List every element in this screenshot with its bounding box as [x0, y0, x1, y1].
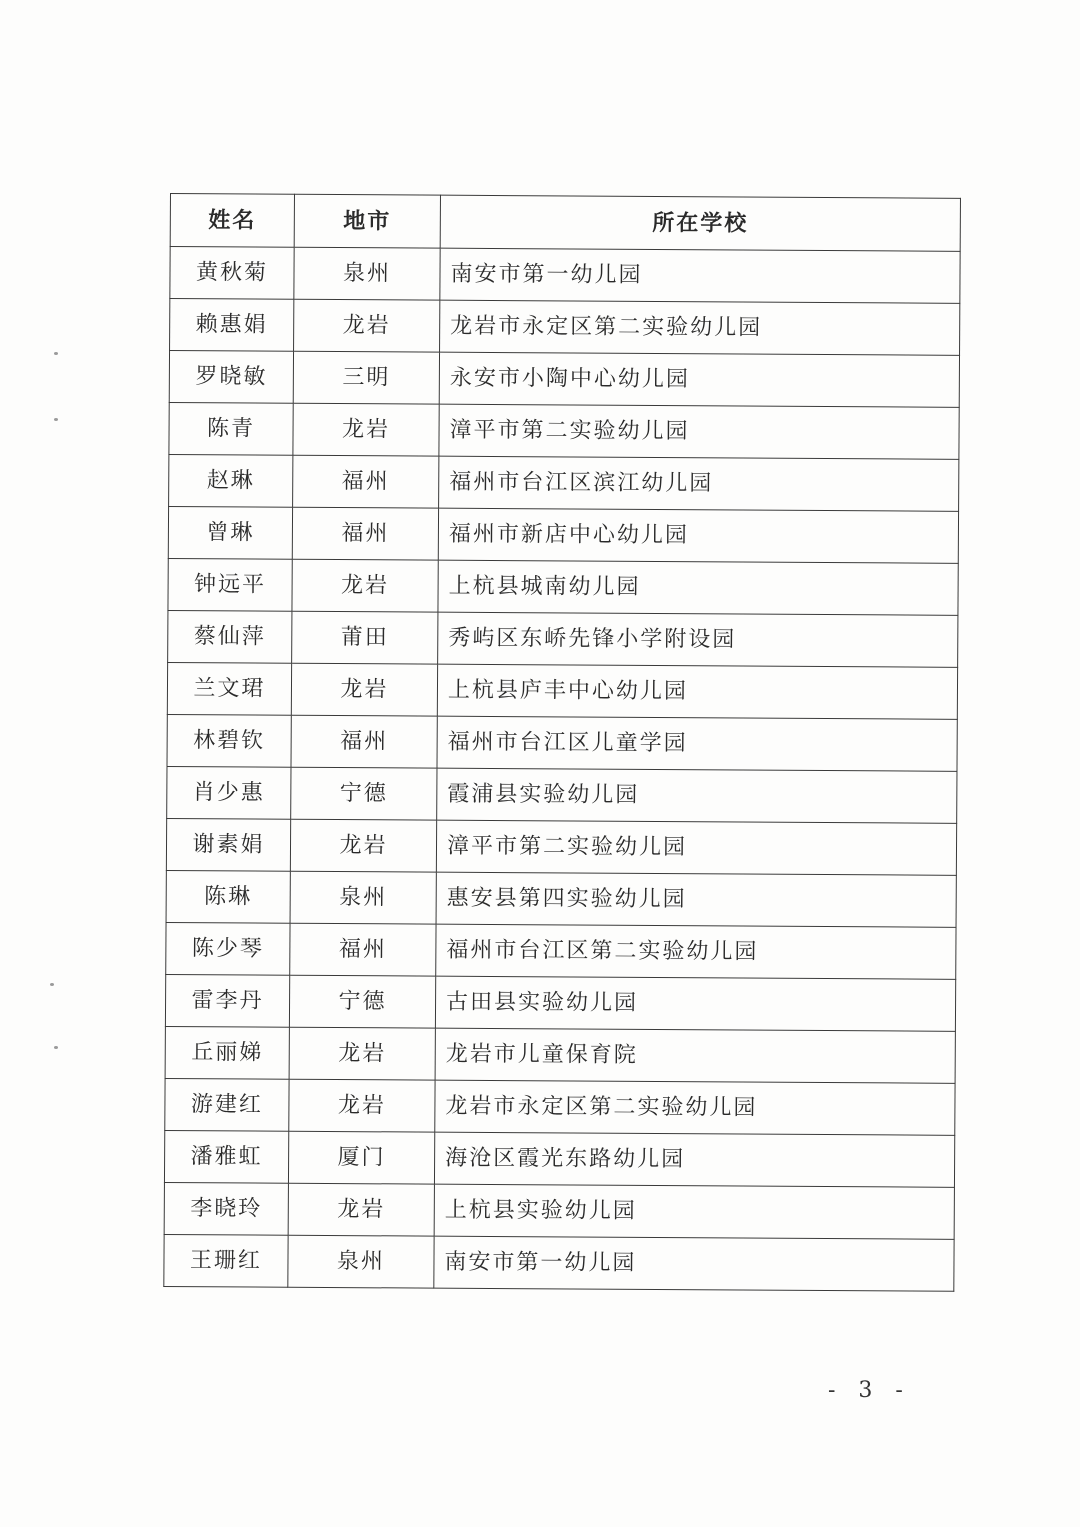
cell-city: 宁德: [291, 767, 437, 820]
table-row: [165, 974, 955, 1031]
cell-school: 南安市第一幼儿园: [440, 248, 960, 303]
cell-school: 上杭县实验幼儿园: [434, 1184, 954, 1239]
table-row: [167, 714, 957, 771]
award-list-table-wrapper: [163, 193, 960, 1292]
cell-city: 莆田: [292, 611, 438, 664]
cell-name: 谢素娟: [166, 818, 290, 871]
cell-school: 海沧区霞光东路幼儿园: [434, 1132, 954, 1187]
table-row: [169, 454, 959, 511]
table-row: [166, 922, 956, 979]
cell-name: 陈少琴: [166, 922, 290, 975]
cell-city: 龙岩: [290, 819, 436, 872]
cell-city: 厦门: [288, 1131, 434, 1184]
cell-school: 福州市台江区第二实验幼儿园: [436, 924, 956, 979]
cell-city: 泉州: [294, 247, 440, 300]
cell-name: 陈青: [169, 402, 293, 455]
cell-name: 李晓玲: [164, 1182, 288, 1235]
cell-name: 钟远平: [168, 558, 292, 611]
cell-name: 兰文珺: [167, 662, 291, 715]
table-row: [164, 1182, 954, 1239]
cell-school: 南安市第一幼儿园: [434, 1236, 954, 1291]
cell-city: 龙岩: [292, 559, 438, 612]
cell-name: 肖少惠: [167, 766, 291, 819]
scan-speck: [54, 352, 58, 355]
header-name: 姓名: [170, 194, 294, 248]
page-number: - 3 -: [828, 1378, 911, 1403]
cell-school: 福州市台江区滨江幼儿园: [439, 456, 959, 511]
scan-speck: [54, 1046, 58, 1049]
cell-school: 惠安县第四实验幼儿园: [436, 872, 956, 927]
cell-name: 雷李丹: [165, 974, 289, 1027]
cell-name: 赖惠娟: [170, 299, 294, 352]
cell-city: 龙岩: [294, 299, 440, 352]
cell-city: 宁德: [289, 975, 435, 1028]
cell-city: 福州: [293, 455, 439, 508]
table-row: [165, 1026, 955, 1083]
award-list-table: [163, 193, 961, 1292]
table-row: [167, 766, 957, 823]
cell-name: 黄秋菊: [170, 247, 294, 300]
table-row: [164, 1234, 954, 1291]
cell-school: 漳平市第二实验幼儿园: [436, 820, 956, 875]
cell-city: 龙岩: [288, 1183, 434, 1236]
header-school: 所在学校: [440, 195, 960, 251]
cell-school: 福州市台江区儿童学园: [437, 716, 957, 771]
table-row: [169, 402, 959, 459]
cell-city: 龙岩: [291, 663, 437, 716]
table-row: [164, 1130, 954, 1187]
cell-name: 曾琳: [168, 506, 292, 559]
cell-city: 福州: [290, 923, 436, 976]
cell-school: 上杭县庐丰中心幼儿园: [437, 664, 957, 719]
cell-city: 福州: [292, 507, 438, 560]
table-row: [169, 351, 959, 408]
table-row: [170, 247, 960, 304]
cell-name: 游建红: [165, 1078, 289, 1131]
table-row: [170, 299, 960, 356]
cell-city: 三明: [293, 351, 439, 404]
cell-city: 泉州: [290, 871, 436, 924]
cell-name: 罗晓敏: [169, 351, 293, 404]
cell-name: 潘雅虹: [164, 1130, 288, 1183]
cell-school: 古田县实验幼儿园: [435, 976, 955, 1031]
cell-school: 漳平市第二实验幼儿园: [439, 404, 959, 459]
cell-name: 陈琳: [166, 870, 290, 923]
cell-school: 龙岩市永定区第二实验幼儿园: [440, 300, 960, 355]
cell-school: 上杭县城南幼儿园: [438, 560, 958, 615]
cell-name: 王珊红: [164, 1234, 288, 1287]
cell-city: 龙岩: [293, 403, 439, 456]
cell-city: 龙岩: [289, 1027, 435, 1080]
table-row: [166, 818, 956, 875]
table-row: [166, 870, 956, 927]
cell-name: 丘丽娣: [165, 1026, 289, 1079]
cell-name: 蔡仙萍: [168, 610, 292, 663]
cell-city: 泉州: [288, 1235, 434, 1288]
header-city: 地市: [294, 194, 440, 248]
table-row: [168, 558, 958, 615]
table-row: [165, 1078, 955, 1135]
cell-city: 龙岩: [289, 1079, 435, 1132]
cell-school: 秀屿区东峤先锋小学附设园: [438, 612, 958, 667]
table-header-row: [170, 194, 960, 252]
cell-school: 龙岩市儿童保育院: [435, 1028, 955, 1083]
cell-city: 福州: [291, 715, 437, 768]
cell-school: 霞浦县实验幼儿园: [437, 768, 957, 823]
scan-speck: [50, 983, 54, 986]
cell-school: 永安市小陶中心幼儿园: [439, 352, 959, 407]
table-row: [168, 506, 958, 563]
scan-speck: [54, 418, 58, 421]
cell-school: 福州市新店中心幼儿园: [438, 508, 958, 563]
table-row: [167, 662, 957, 719]
cell-school: 龙岩市永定区第二实验幼儿园: [435, 1080, 955, 1135]
table-row: [168, 610, 958, 667]
cell-name: 赵琳: [169, 454, 293, 507]
cell-name: 林碧钦: [167, 714, 291, 767]
